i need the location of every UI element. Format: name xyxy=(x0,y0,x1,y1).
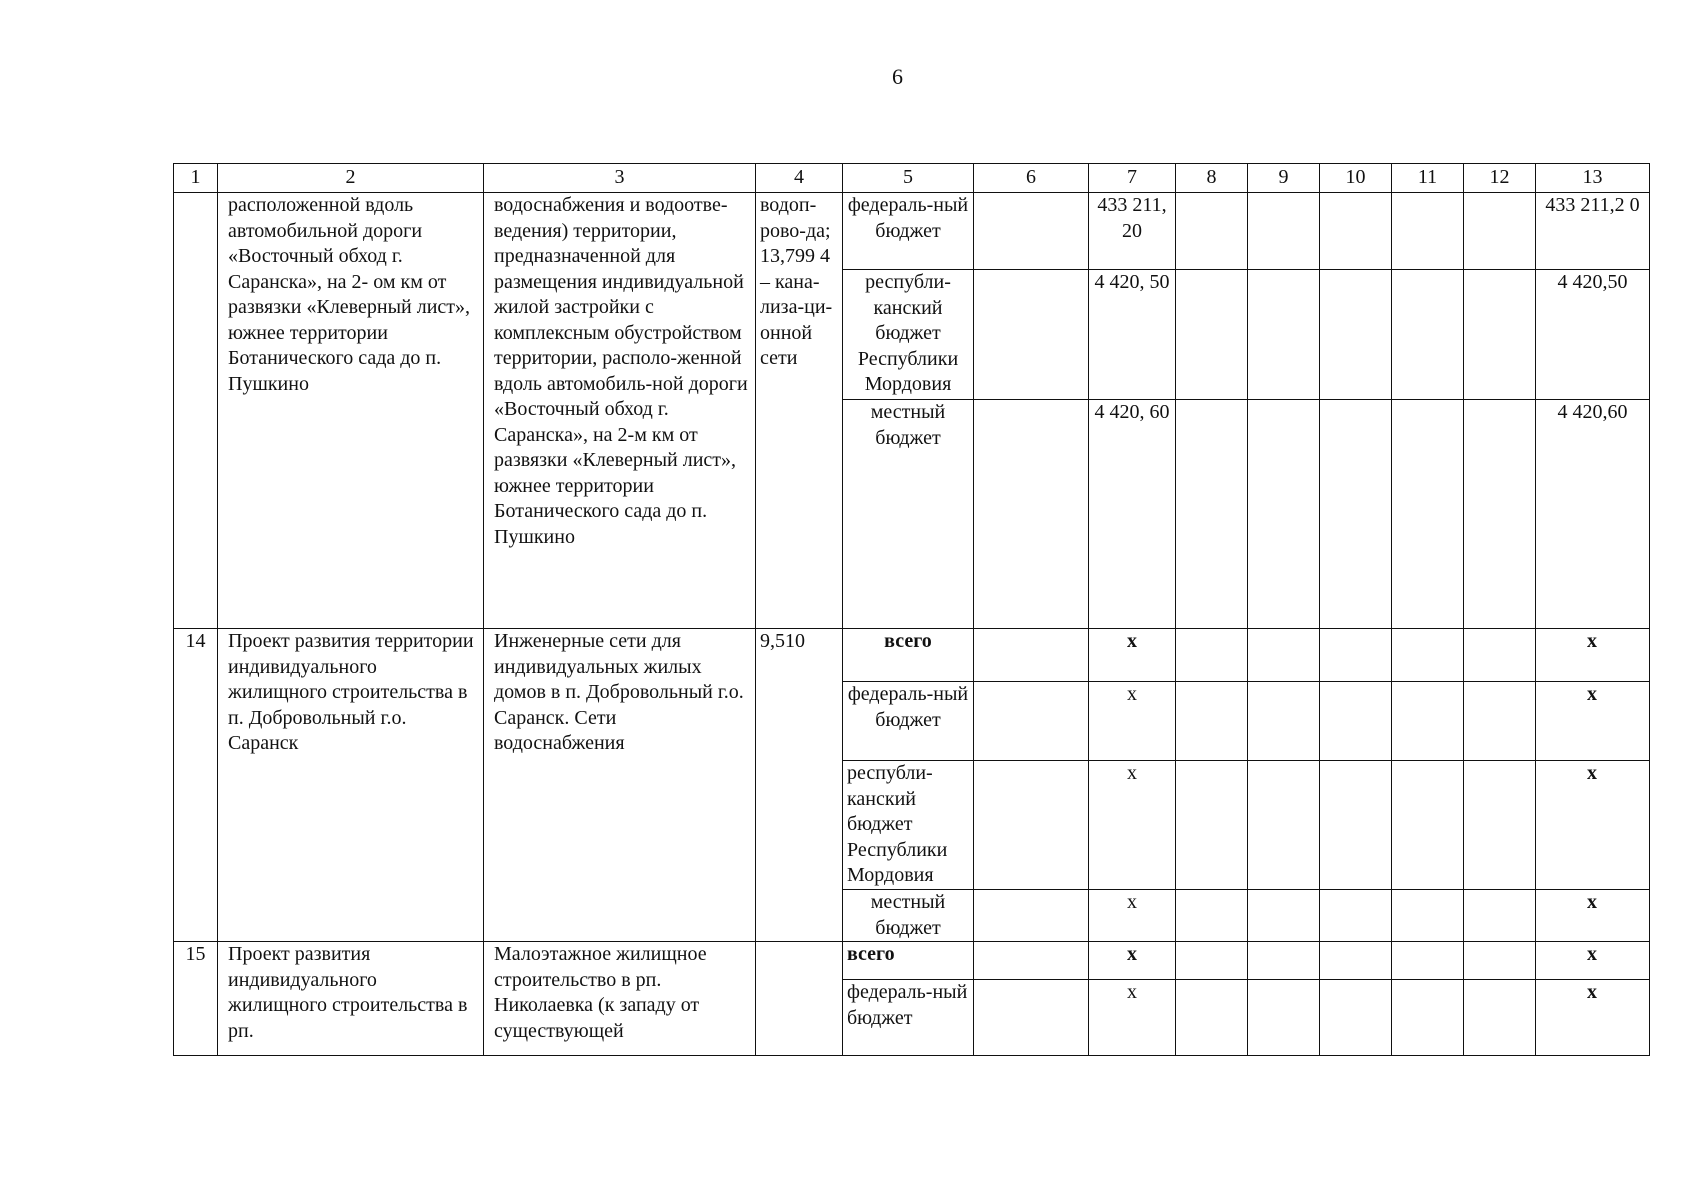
row-number-cell: 14 xyxy=(174,629,218,942)
funding-source-cell: республи-канский бюджет Республики Мордовия xyxy=(843,270,974,400)
column-header: 5 xyxy=(843,164,974,193)
empty-cell xyxy=(1464,193,1536,270)
empty-cell xyxy=(1392,761,1464,890)
object-name-cell: Инженерные сети для индивидуальных жилых домов в п. Добровольный г.о. Саранск. Сети водоснабжения xyxy=(484,629,756,942)
empty-cell xyxy=(1464,400,1536,629)
column-header: 9 xyxy=(1248,164,1320,193)
empty-cell xyxy=(974,629,1089,682)
capacity-cell: 9,510 xyxy=(756,629,843,942)
column-header: 2 xyxy=(218,164,484,193)
empty-cell xyxy=(1464,761,1536,890)
empty-cell xyxy=(1320,193,1392,270)
empty-cell xyxy=(1320,942,1392,980)
empty-cell xyxy=(1176,270,1248,400)
total-cell: x xyxy=(1536,890,1650,942)
empty-cell xyxy=(974,942,1089,980)
total-cell: x xyxy=(1536,761,1650,890)
empty-cell xyxy=(1392,193,1464,270)
table-row xyxy=(174,193,1650,270)
value-cell: 4 420, 50 xyxy=(1089,270,1176,400)
empty-cell xyxy=(1248,890,1320,942)
empty-cell xyxy=(1464,942,1536,980)
value-cell: x xyxy=(1089,942,1176,980)
total-cell: x xyxy=(1536,682,1650,761)
empty-cell xyxy=(1248,629,1320,682)
empty-cell xyxy=(1248,682,1320,761)
empty-cell xyxy=(974,890,1089,942)
empty-cell xyxy=(1176,942,1248,980)
total-cell: 433 211,2 0 xyxy=(1536,193,1650,270)
capacity-cell xyxy=(756,942,843,1056)
value-cell: x xyxy=(1089,682,1176,761)
empty-cell xyxy=(974,193,1089,270)
empty-cell xyxy=(1248,761,1320,890)
empty-cell xyxy=(1320,890,1392,942)
empty-cell xyxy=(1392,942,1464,980)
empty-cell xyxy=(1176,193,1248,270)
empty-cell xyxy=(974,270,1089,400)
program-table xyxy=(173,163,1650,1056)
funding-source-cell: местный бюджет xyxy=(843,890,974,942)
empty-cell xyxy=(1392,629,1464,682)
column-header: 11 xyxy=(1392,164,1464,193)
empty-cell xyxy=(1320,629,1392,682)
empty-cell xyxy=(1248,193,1320,270)
empty-cell xyxy=(1320,270,1392,400)
empty-cell xyxy=(1176,682,1248,761)
empty-cell xyxy=(1392,270,1464,400)
empty-cell xyxy=(1392,890,1464,942)
column-number-row xyxy=(174,164,1650,193)
empty-cell xyxy=(1464,629,1536,682)
value-cell: x xyxy=(1089,629,1176,682)
empty-cell xyxy=(1176,980,1248,1056)
empty-cell xyxy=(1464,890,1536,942)
column-header: 13 xyxy=(1536,164,1650,193)
empty-cell xyxy=(1320,400,1392,629)
empty-cell xyxy=(1248,942,1320,980)
empty-cell xyxy=(1248,980,1320,1056)
total-cell: 4 420,60 xyxy=(1536,400,1650,629)
funding-source-cell: федераль-ный бюджет xyxy=(843,682,974,761)
total-cell: x xyxy=(1536,942,1650,980)
object-name-cell: Малоэтажное жилищное строительство в рп. Николаевка (к западу от существующей xyxy=(484,942,756,1056)
empty-cell xyxy=(1176,890,1248,942)
column-header: 1 xyxy=(174,164,218,193)
empty-cell xyxy=(1248,270,1320,400)
empty-cell xyxy=(1464,980,1536,1056)
row-number-cell xyxy=(174,193,218,629)
empty-cell xyxy=(974,761,1089,890)
value-cell: x xyxy=(1089,761,1176,890)
value-cell: 433 211, 20 xyxy=(1089,193,1176,270)
column-header: 4 xyxy=(756,164,843,193)
table-row xyxy=(174,629,1650,682)
column-header: 10 xyxy=(1320,164,1392,193)
empty-cell xyxy=(1392,980,1464,1056)
funding-source-cell: всего xyxy=(843,942,974,980)
project-name-cell: Проект развития территории индивидуального жилищного строительства в п. Добровольный г.о. Саранск xyxy=(218,629,484,942)
column-header: 8 xyxy=(1176,164,1248,193)
project-name-cell: Проект развития индивидуального жилищного строительства в рп. xyxy=(218,942,484,1056)
empty-cell xyxy=(1464,270,1536,400)
project-name-cell: расположенной вдоль автомобильной дороги «Восточный обход г. Саранска», на 2- ом км от развязки «Клеверный лист», южнее территории Ботанического сада до п. Пушкино xyxy=(218,193,484,629)
funding-source-cell: местный бюджет xyxy=(843,400,974,629)
object-name-cell: водоснабжения и водоотве-ведения) территории, предназначенной для размещения индивидуальной жилой застройки с комплексным обустройством территории, располо-женной вдоль автомобиль-ной дороги «Восточный обход г. Саранска», на 2-м км от развязки «Клеверный лист», южнее территории Ботанического сада до п. Пушкино xyxy=(484,193,756,629)
value-cell: x xyxy=(1089,980,1176,1056)
page-number: 6 xyxy=(892,64,903,89)
total-cell: x xyxy=(1536,980,1650,1056)
empty-cell xyxy=(974,682,1089,761)
funding-source-cell: федераль-ный бюджет xyxy=(843,980,974,1056)
empty-cell xyxy=(1392,682,1464,761)
empty-cell xyxy=(1176,761,1248,890)
funding-source-cell: всего xyxy=(843,629,974,682)
table-row xyxy=(174,942,1650,980)
column-header: 3 xyxy=(484,164,756,193)
funding-source-cell: федераль-ный бюджет xyxy=(843,193,974,270)
empty-cell xyxy=(1320,761,1392,890)
empty-cell xyxy=(1176,629,1248,682)
capacity-cell: водоп-рово-да; 13,799 4 – кана-лиза-ци-онной сети xyxy=(756,193,843,629)
column-header: 6 xyxy=(974,164,1089,193)
empty-cell xyxy=(1248,400,1320,629)
column-header: 12 xyxy=(1464,164,1536,193)
empty-cell xyxy=(1320,980,1392,1056)
funding-source-cell: республи-канский бюджет Республики Мордовия xyxy=(843,761,974,890)
empty-cell xyxy=(974,400,1089,629)
empty-cell xyxy=(1392,400,1464,629)
total-cell: x xyxy=(1536,629,1650,682)
row-number-cell: 15 xyxy=(174,942,218,1056)
value-cell: 4 420, 60 xyxy=(1089,400,1176,629)
empty-cell xyxy=(974,980,1089,1056)
empty-cell xyxy=(1320,682,1392,761)
empty-cell xyxy=(1176,400,1248,629)
column-header: 7 xyxy=(1089,164,1176,193)
empty-cell xyxy=(1464,682,1536,761)
total-cell: 4 420,50 xyxy=(1536,270,1650,400)
value-cell: x xyxy=(1089,890,1176,942)
